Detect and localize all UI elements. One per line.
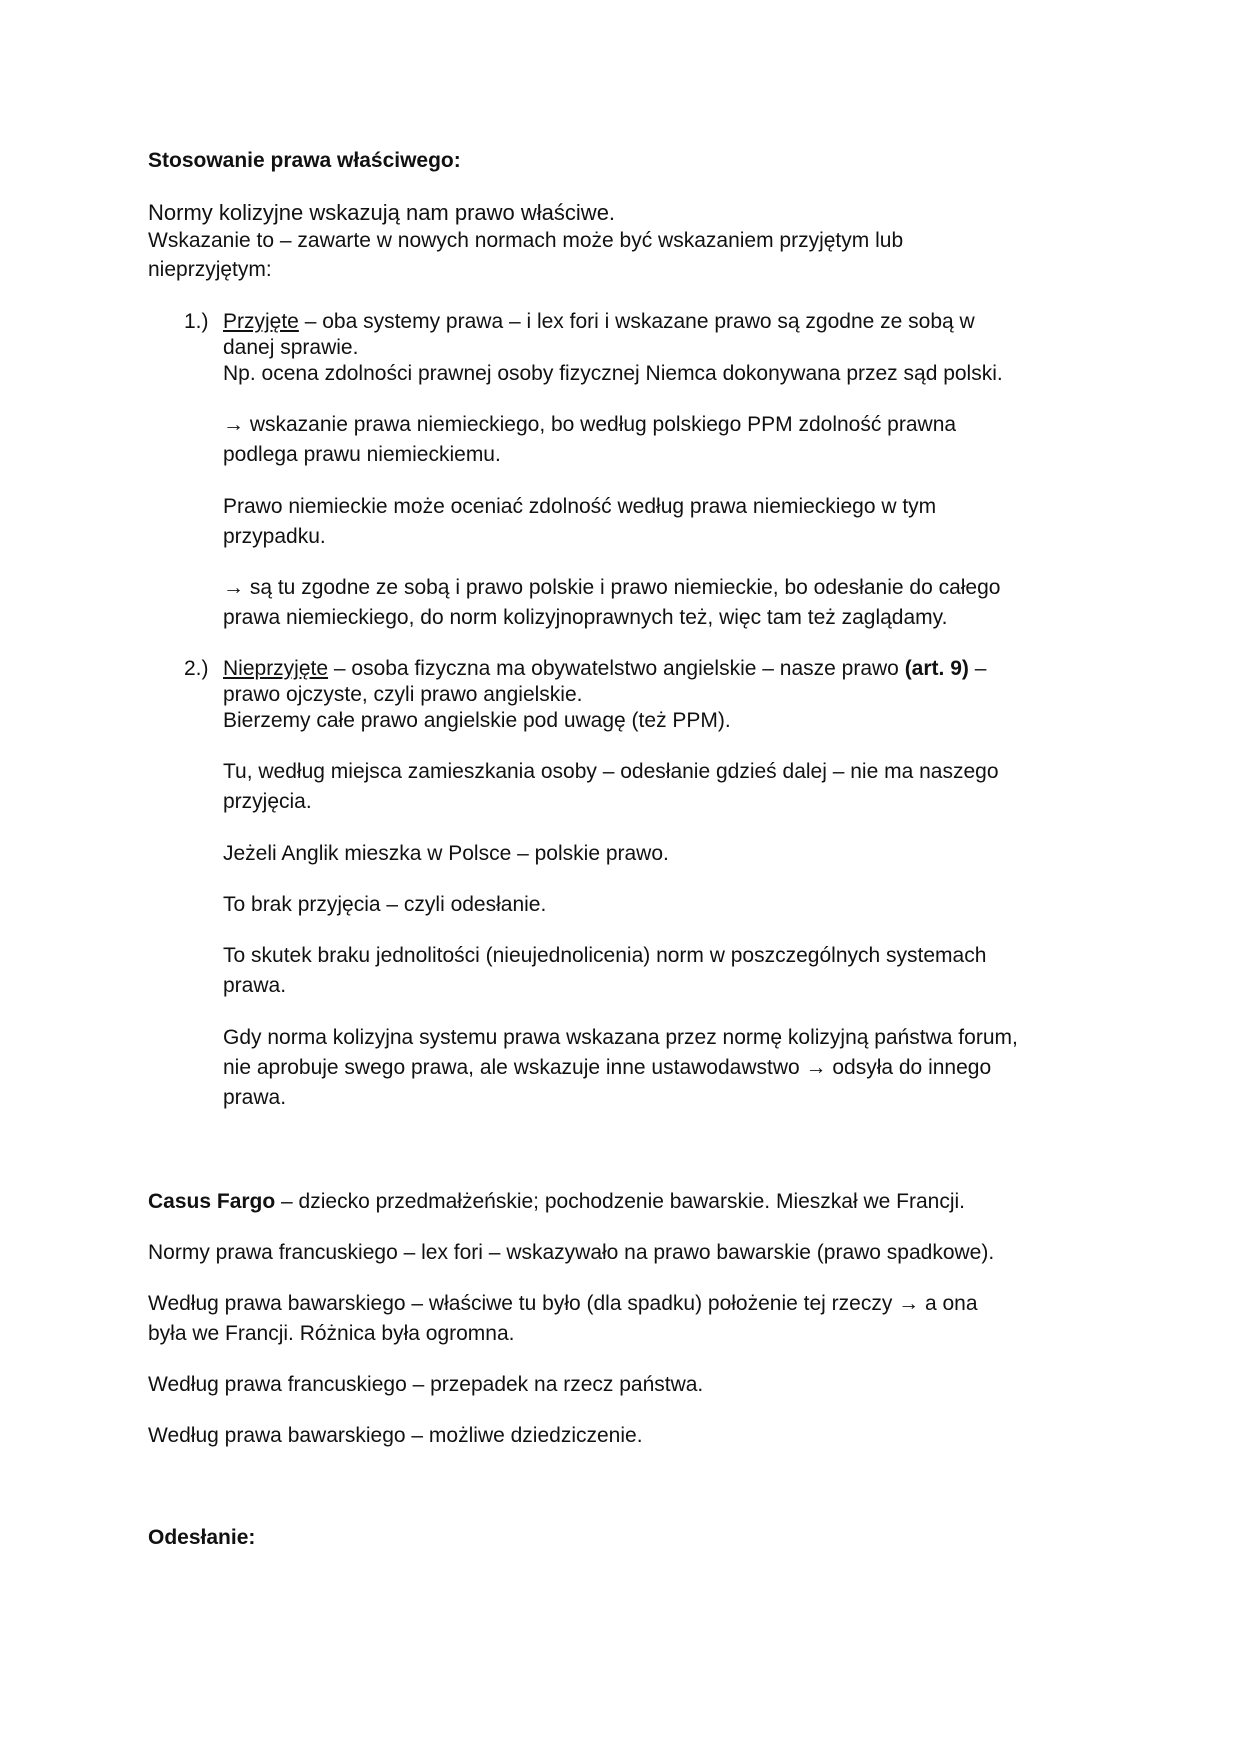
term-nieprzyjete: Nieprzyjęte [223, 657, 329, 680]
casus-title: Casus Fargo [148, 1190, 276, 1213]
paragraph-line: Według prawa bawarskiego – możliwe dziedziczenie. [148, 1424, 643, 1447]
list-item-line: Np. ocena zdolności prawnej osoby fizycznej Niemca dokonywana przez sąd polski. [223, 362, 1003, 385]
list-item-line: danej sprawie. [223, 336, 359, 359]
term-przyjete: Przyjęte [223, 310, 299, 333]
list-number: 2.) [184, 657, 209, 680]
intro-line: nieprzyjętym: [148, 258, 272, 281]
paragraph-line: Prawo niemieckie może oceniać zdolność według prawa niemieckiego w tym [223, 495, 937, 518]
paragraph-line: → wskazanie prawa niemieckiego, bo według polskiego PPM zdolność prawna [223, 413, 957, 436]
item-text: – osoba fizyczna ma obywatelstwo angielskie – nasze prawo [328, 657, 905, 680]
paragraph-line: → są tu zgodne ze sobą i prawo polskie i prawo niemieckie, bo odesłanie do całego [223, 576, 1001, 599]
casus-text: – dziecko przedmałżeńskie; pochodzenie bawarskie. Mieszkał we Francji. [275, 1190, 966, 1213]
casus-line [148, 1187, 965, 1217]
paragraph-line: przypadku. [223, 525, 326, 548]
paragraph-line: Gdy norma kolizyjna systemu prawa wskazana przez normę kolizyjną państwa forum, [223, 1026, 1018, 1049]
paragraph-line: Jeżeli Anglik mieszka w Polsce – polskie prawo. [223, 842, 669, 865]
article-reference: (art. 9) [904, 657, 969, 680]
paragraph-line: podlega prawu niemieckiemu. [223, 443, 501, 466]
paragraph-line: Według prawa bawarskiego – właściwe tu było (dla spadku) położenie tej rzeczy → a ona [148, 1292, 978, 1315]
section-heading: Odesłanie: [148, 1526, 256, 1549]
list-item-line: prawo ojczyste, czyli prawo angielskie. [223, 683, 583, 706]
list-item-line: Bierzemy całe prawo angielskie pod uwagę (też PPM). [223, 709, 731, 732]
intro-line: Wskazanie to – zawarte w nowych normach może być wskazaniem przyjętym lub [148, 229, 904, 252]
page-title: Stosowanie prawa właściwego: [148, 149, 461, 172]
paragraph-line: była we Francji. Różnica była ogromna. [148, 1322, 515, 1345]
paragraph-line: Normy prawa francuskiego – lex fori – wskazywało na prawo bawarskie (prawo spadkowe). [148, 1241, 995, 1264]
list-number: 1.) [184, 310, 209, 333]
item-text: – oba systemy prawa – i lex fori i wskazane prawo są zgodne ze sobą w [298, 310, 975, 333]
paragraph-line: To skutek braku jednolitości (nieujednolicenia) norm w poszczególnych systemach [223, 944, 987, 967]
item-text: – [968, 657, 987, 680]
paragraph-line: To brak przyjęcia – czyli odesłanie. [223, 893, 547, 916]
paragraph-line: nie aprobuje swego prawa, ale wskazuje inne ustawodawstwo → odsyła do innego [223, 1056, 992, 1079]
paragraph-line: przyjęcia. [223, 790, 312, 813]
paragraph-line: prawa niemieckiego, do norm kolizyjnoprawnych też, więc tam też zaglądamy. [223, 606, 948, 629]
intro-line: Normy kolizyjne wskazują nam prawo właściwe. [148, 200, 616, 225]
paragraph-line: prawa. [223, 1086, 287, 1109]
paragraph-line: Tu, według miejsca zamieszkania osoby – odesłanie gdzieś dalej – nie ma naszego [223, 760, 999, 783]
paragraph-line: Według prawa francuskiego – przepadek na rzecz państwa. [148, 1373, 704, 1396]
paragraph-line: prawa. [223, 974, 287, 997]
